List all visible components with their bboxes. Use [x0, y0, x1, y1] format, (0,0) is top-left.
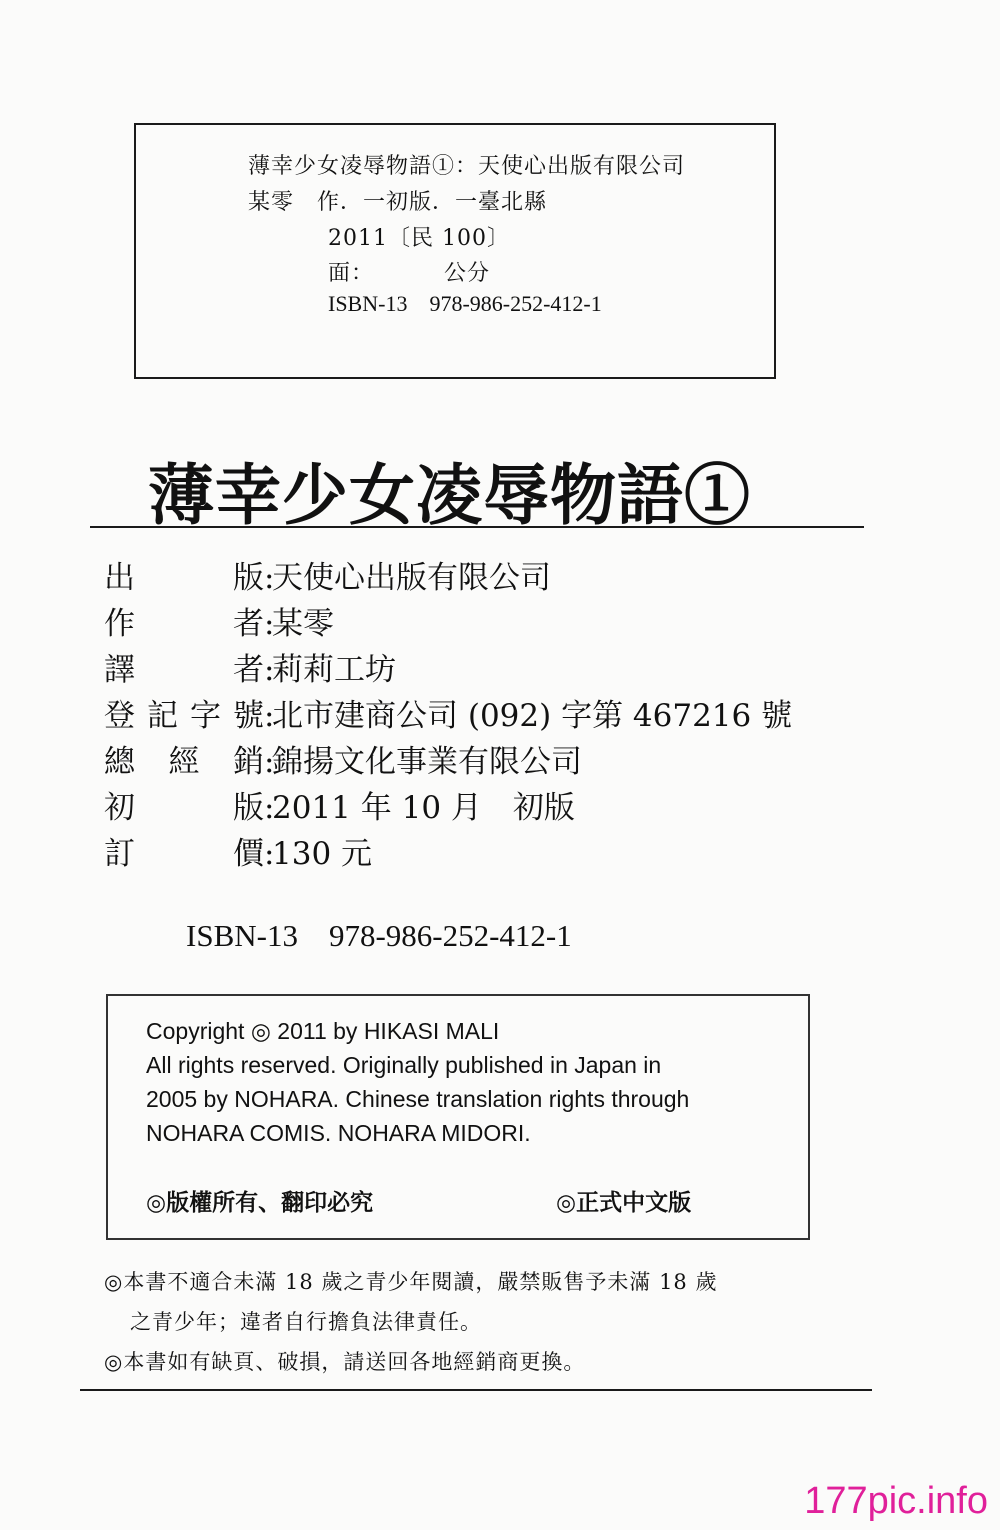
copyright-line: 2005 by NOHARA. Chinese translation rights through	[146, 1086, 690, 1112]
title-divider	[90, 526, 864, 528]
copyright-line: Copyright ◎ 2011 by HIKASI MALI	[146, 1018, 500, 1044]
info-value: 北市建商公司 (092) 字第 467216 號	[272, 698, 793, 734]
info-label: 譯 者	[104, 652, 264, 688]
cip-line-pages-label: 面：	[328, 261, 375, 286]
info-value: 130 元	[272, 836, 373, 872]
info-label: 出 版	[104, 560, 264, 596]
cip-line-pages-unit: 公分	[444, 261, 491, 286]
page-title: 薄幸少女凌辱物語①	[148, 456, 751, 534]
copyright-line: NOHARA COMIS. NOHARA MIDORI.	[146, 1120, 531, 1146]
info-value: 2011 年 10 月 初版	[272, 790, 575, 826]
info-row-publisher: 出 版:天使心出版有限公司	[104, 552, 551, 592]
info-row-registration: 登記字號:北市建商公司 (092) 字第 467216 號	[104, 690, 792, 730]
cip-line-isbn: ISBN-13 978-986-252-412-1	[328, 291, 602, 316]
info-label: 訂 價	[104, 836, 264, 872]
age-notice-line2: 之青少年；違者自行擔負法律責任。	[130, 1310, 482, 1334]
info-row-edition: 初 版:2011 年 10 月 初版	[104, 782, 575, 822]
info-row-author: 作 者:某零	[104, 598, 334, 638]
cip-box	[134, 123, 776, 379]
isbn-line: ISBN-13 978-986-252-412-1	[186, 918, 572, 953]
copyright-box	[106, 994, 810, 1240]
info-value: 莉莉工坊	[272, 652, 396, 688]
info-row-price: 訂 價:130 元	[104, 828, 372, 868]
rights-reserved-mark: ◎版權所有、翻印必究	[146, 1190, 374, 1216]
cip-line-author: 某零 作．一初版．一臺北縣	[248, 190, 548, 215]
info-value: 天使心出版有限公司	[272, 560, 551, 596]
cip-line-year: 2011〔民 100〕	[328, 226, 510, 251]
cip-line-title: 薄幸少女凌辱物語①：天使心出版有限公司	[248, 154, 686, 179]
bottom-divider	[80, 1389, 872, 1391]
official-edition-mark: ◎正式中文版	[556, 1190, 692, 1216]
info-label: 登記字號	[104, 698, 264, 734]
age-notice-line1: ◎本書不適合未滿 18 歲之青少年閱讀，嚴禁販售予未滿 18 歲	[104, 1270, 718, 1294]
info-label: 初 版	[104, 790, 264, 826]
site-watermark: 177pic.info	[804, 1480, 988, 1522]
copyright-line: All rights reserved. Originally published in Japan in	[146, 1052, 662, 1078]
info-label: 總 經 銷	[104, 744, 264, 780]
info-row-translator: 譯 者:莉莉工坊	[104, 644, 396, 684]
defect-notice: ◎本書如有缺頁、破損，請送回各地經銷商更換。	[104, 1350, 586, 1374]
info-row-distributor: 總 經 銷:錦揚文化事業有限公司	[104, 736, 582, 776]
info-label: 作 者	[104, 606, 264, 642]
info-value: 錦揚文化事業有限公司	[272, 744, 582, 780]
info-value: 某零	[272, 606, 334, 642]
